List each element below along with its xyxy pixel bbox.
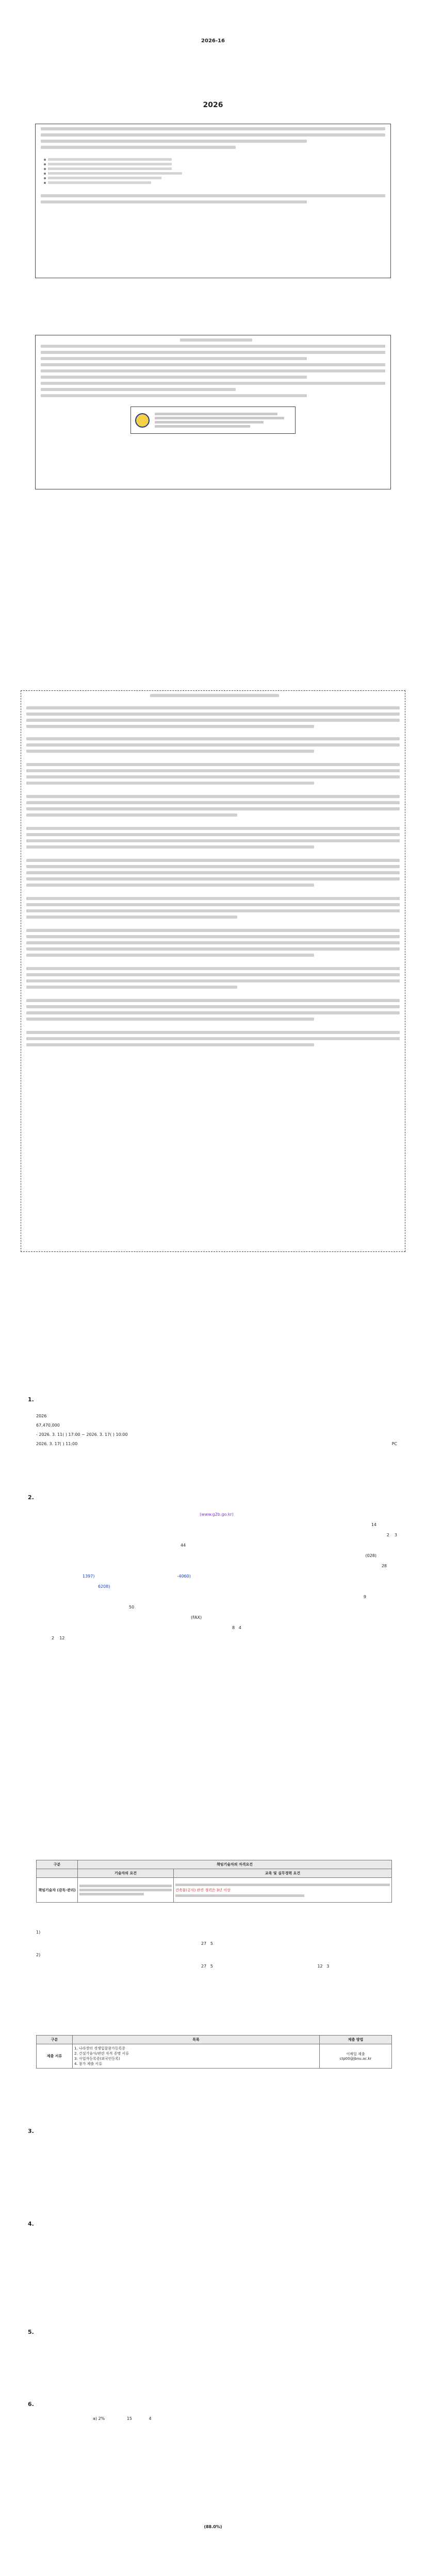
table2-item-1: 1. 나라장터 경쟁입찰참가등록증 xyxy=(74,2046,126,2050)
table2-header-method: 제출 방법 xyxy=(320,2036,392,2044)
table2-header-type: 구분 xyxy=(37,2036,73,2044)
date-27b: 27 xyxy=(201,1964,207,1969)
table1-col-a: 기술자의 요건 xyxy=(78,1869,174,1878)
date-item-1: 1) xyxy=(36,1930,41,1935)
table2-item-2: 2. 건설기술사/관련 자격 증명 서류 xyxy=(74,2052,129,2056)
table2-item-4: 4. 참가 제출 서류 xyxy=(74,2062,102,2066)
submission-table-wrap xyxy=(36,2035,392,2069)
table2-row-label: 제출 서류 xyxy=(37,2044,73,2069)
section-3-number: 3. xyxy=(28,2128,34,2134)
value-3: 3 xyxy=(394,1533,397,1537)
table2-method: 이메일 제출 xyxy=(346,2052,365,2056)
document-title: 2026 xyxy=(203,101,223,109)
date-item-2: 2) xyxy=(36,1953,41,1957)
section-4-number: 4. xyxy=(28,2221,34,2227)
date-27a: 27 xyxy=(201,1941,207,1946)
section-1-number: 1. xyxy=(28,1396,34,1403)
notice-tail: PC xyxy=(391,1442,397,1446)
date-12: 12 xyxy=(317,1964,323,1969)
pledge-box xyxy=(21,690,405,1252)
institution-logo-icon xyxy=(135,413,150,428)
value-14: 14 xyxy=(371,1522,376,1527)
contract-box xyxy=(35,335,391,489)
date-5a: 5 xyxy=(210,1941,213,1946)
table1-col-b: 교육 및 실무경력 요건 xyxy=(173,1869,391,1878)
section-2-number: 2. xyxy=(28,1494,34,1501)
notice-period: - 2026. 3. 11( ) 17:00 ~ 2026. 3. 17( ) 10:00 xyxy=(36,1432,128,1437)
intro-box xyxy=(35,124,391,278)
section6-pct: a) 2% xyxy=(93,2416,105,2421)
qualification-table-wrap xyxy=(36,1860,392,1903)
value-12: 12 xyxy=(59,1636,65,1640)
section-5-number: 5. xyxy=(28,2329,34,2335)
document-number: 2026-16 xyxy=(201,38,225,44)
section6-4: 4 xyxy=(149,2416,152,2421)
date-5b: 5 xyxy=(210,1964,213,1969)
value-50: 50 xyxy=(129,1605,135,1609)
section-7-pct-line xyxy=(0,2524,426,2529)
section6-15: 15 xyxy=(126,2416,132,2421)
qualification-table xyxy=(36,1860,392,1903)
table2-email[interactable]: ctp00@jbnu.ac.kr xyxy=(339,2057,372,2061)
dates-block xyxy=(36,1927,397,1972)
ref-1397: 1397) xyxy=(83,1574,95,1579)
submission-table xyxy=(36,2035,392,2069)
value-4: 4 xyxy=(238,1625,241,1630)
institution-logo-box xyxy=(130,406,296,434)
fax-label: (FAX) xyxy=(191,1615,202,1620)
section-6-body xyxy=(93,2416,351,2421)
table1-red-note2: 관련 경력은 3년 이상 xyxy=(196,1888,231,1892)
table1-header-type: 구분 xyxy=(37,1860,78,1869)
g2b-link[interactable]: (www.g2b.go.kr) xyxy=(200,1512,234,1517)
section-1-body xyxy=(36,1412,397,1449)
table1-row-label: 책임기술자 (감독·관리) xyxy=(37,1878,78,1903)
section-6-number: 6. xyxy=(28,2401,34,2408)
value-2b: 2 xyxy=(52,1636,55,1640)
notice-deadline: 2026. 3. 17( ) 11:00 xyxy=(36,1442,78,1446)
table1-red-note: 건축물(공사) xyxy=(175,1888,196,1892)
value-028: (028) xyxy=(365,1553,376,1558)
table2-item-3: 3. 사업자등록증(외국인등록) xyxy=(74,2057,120,2061)
value-8: 8 xyxy=(232,1625,235,1630)
date-3: 3 xyxy=(326,1964,330,1969)
value-28: 28 xyxy=(381,1564,387,1568)
table2-header-list: 목록 xyxy=(73,2036,320,2044)
section7-pct: (88.0%) xyxy=(204,2524,222,2529)
ref-4060: -4060) xyxy=(177,1574,191,1579)
value-44: 44 xyxy=(181,1543,186,1548)
value-2: 2 xyxy=(386,1533,389,1537)
value-9: 9 xyxy=(363,1595,366,1599)
section-2-body xyxy=(36,1510,397,1643)
ref-6208: 6208) xyxy=(98,1584,110,1589)
notice-amount: 67,470,000 xyxy=(36,1423,60,1428)
table1-header-req: 책임기술자의 자격요건 xyxy=(78,1860,392,1869)
notice-date: 2026 xyxy=(36,1414,47,1418)
